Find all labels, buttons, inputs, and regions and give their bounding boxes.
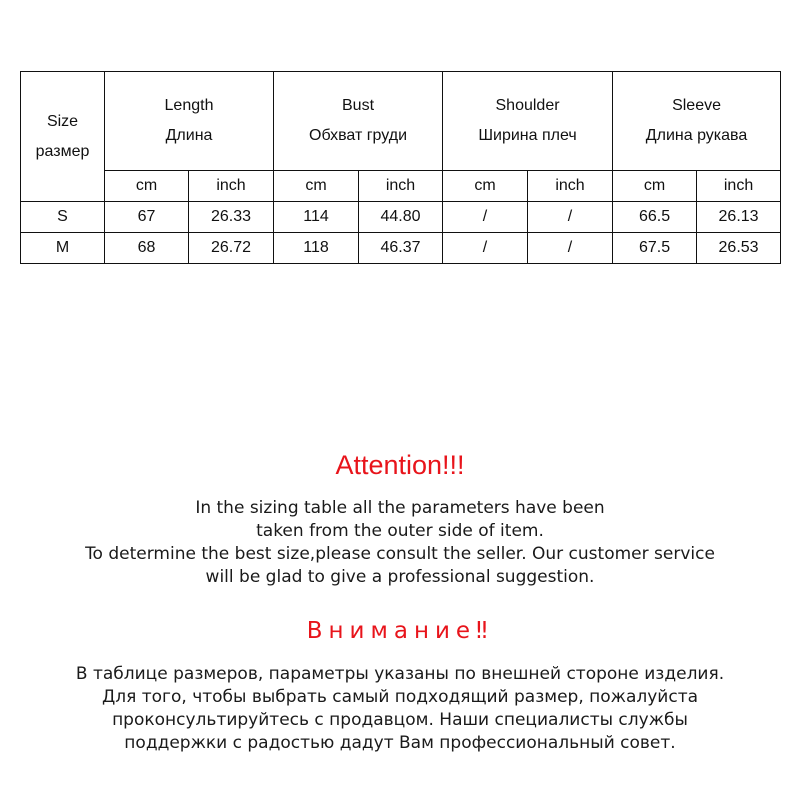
value-cell: 26.53 [697,233,781,264]
length-header-en: Length [164,97,214,114]
unit-cell: cm [274,171,359,202]
unit-cell: inch [528,171,613,202]
unit-cell: inch [359,171,443,202]
shoulder-header-cell [443,72,613,171]
shoulder-header-en: Shoulder [495,97,560,114]
value-cell: / [443,202,528,233]
notice-line: проконсультируйтесь с продавцом. Наши специалисты службы [112,710,688,730]
bust-header-en: Bust [342,97,375,114]
notice-line: В таблице размеров, параметры указаны по внешней стороне изделия. [75,664,725,684]
value-cell: 67.5 [613,233,697,264]
value-cell: / [528,233,613,264]
size-header-en: Size [46,112,79,130]
length-header-cell [105,72,274,171]
unit-cell: cm [613,171,697,202]
value-cell: 118 [274,233,359,264]
attention-heading-en: Attention!!! [335,450,465,480]
value-cell: / [528,202,613,233]
unit-cell: inch [189,171,274,202]
shoulder-header-ru: Ширина плеч [478,127,577,144]
size-label-cell: S [21,202,105,233]
unit-cell: cm [105,171,189,202]
value-cell: 67 [105,202,189,233]
size-chart-table [20,71,781,264]
value-cell: 114 [274,202,359,233]
table-row-size-s [21,202,781,233]
notice-line: In the sizing table all the parameters have been [195,498,605,518]
notice-paragraph-en-2 [0,543,800,589]
table-header-row [21,72,781,171]
unit-row [21,171,781,202]
notice-line: поддержки с радостью дадут Вам профессиональный совет. [124,733,676,753]
size-header-ru: размер [35,142,90,160]
value-cell: 66.5 [613,202,697,233]
sleeve-header-cell [613,72,781,171]
value-cell: 46.37 [359,233,443,264]
notice-line: To determine the best size,please consult the seller. Our customer service [85,544,715,564]
value-cell: 26.33 [189,202,274,233]
bust-header-ru: Обхват груди [309,127,408,144]
size-label-cell: M [21,233,105,264]
notice-line: will be glad to give a professional suggestion. [205,567,595,587]
sleeve-header-ru: Длина рукава [645,127,748,144]
value-cell: 26.72 [189,233,274,264]
bust-header-cell [274,72,443,171]
sleeve-header-en: Sleeve [672,97,721,114]
value-cell: / [443,233,528,264]
length-header-ru: Длина [165,127,213,144]
size-header-cell [21,72,105,202]
table-row-size-m [21,233,781,264]
attention-heading-ru: Внимание‼ [306,618,494,644]
unit-cell: inch [697,171,781,202]
unit-cell: cm [443,171,528,202]
value-cell: 68 [105,233,189,264]
notice-paragraph-en-1 [0,497,800,543]
notice-line: Для того, чтобы выбрать самый подходящий размер, пожалуйста [101,687,699,707]
value-cell: 26.13 [697,202,781,233]
notice-line: taken from the outer side of item. [256,521,544,541]
notice-paragraph-ru [0,663,800,755]
value-cell: 44.80 [359,202,443,233]
